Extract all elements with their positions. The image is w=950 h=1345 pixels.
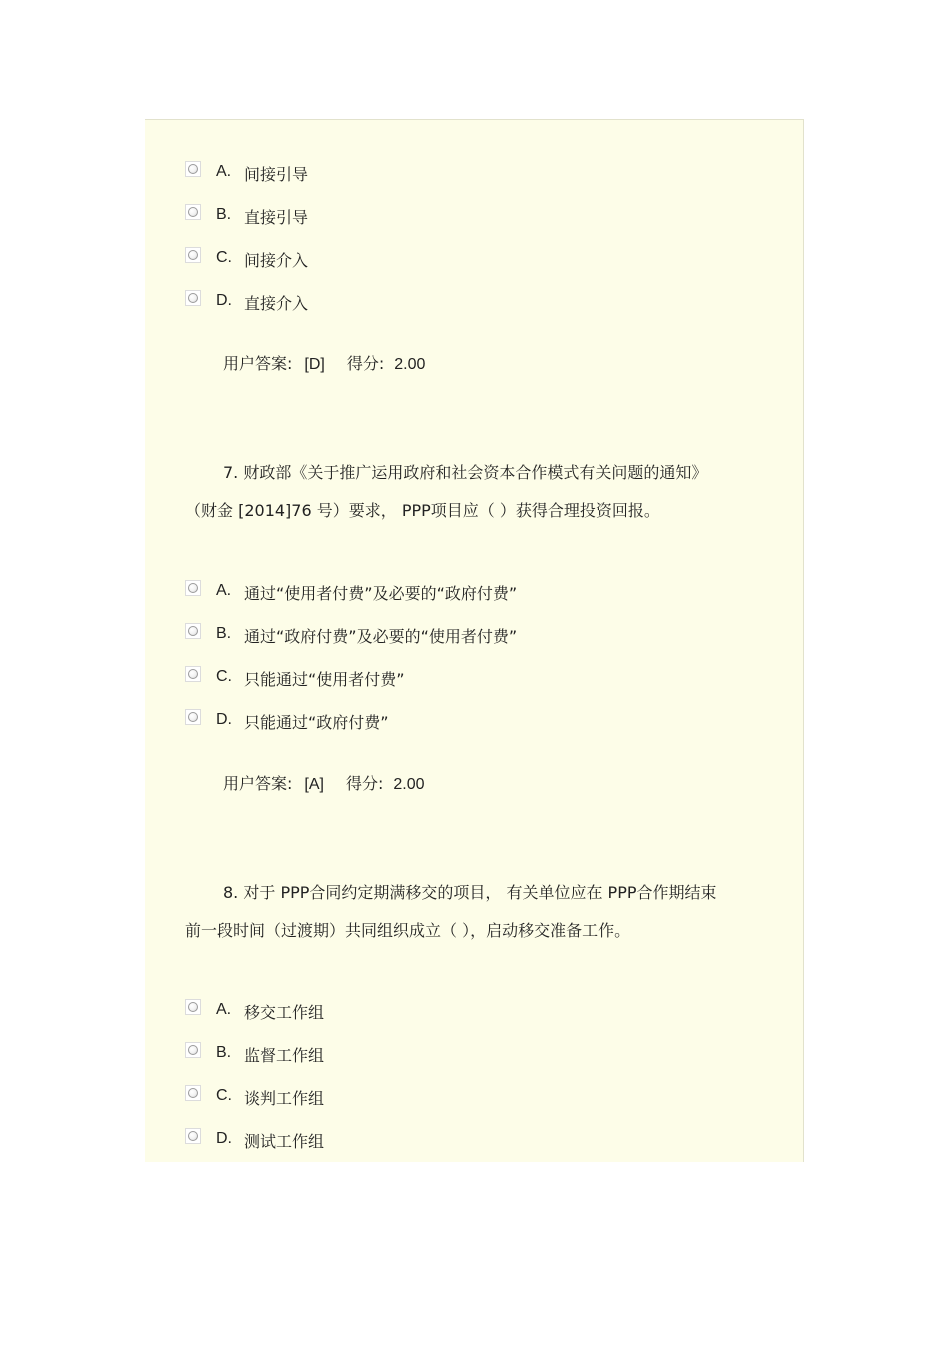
- radio-button-icon[interactable]: [185, 1042, 201, 1058]
- user-answer-label: 用户答案:: [223, 774, 293, 793]
- option-text: 直接引导: [244, 208, 309, 227]
- option-letter: A.: [216, 1001, 232, 1018]
- option-letter: B.: [216, 206, 232, 223]
- option-letter: D.: [216, 1130, 232, 1147]
- option-text: 直接介入: [244, 294, 309, 313]
- radio-button-icon[interactable]: [185, 709, 201, 725]
- option-text: 移交工作组: [244, 1003, 325, 1022]
- option-text: 只能通过“使用者付费”: [244, 670, 405, 689]
- option-text: 谈判工作组: [244, 1089, 325, 1108]
- q7-answer-line: [223, 771, 425, 794]
- option-letter: D.: [216, 711, 232, 728]
- question-line: 8. 对于 PPP合同约定期满移交的项目， 有关单位应在 PPP合作期结束: [223, 883, 717, 902]
- radio-button-icon[interactable]: [185, 580, 201, 596]
- radio-button-icon[interactable]: [185, 204, 201, 220]
- user-answer-value: [D]: [304, 356, 325, 373]
- option-letter: A.: [216, 163, 232, 180]
- option-letter: A.: [216, 582, 232, 599]
- q7-question-text: [185, 454, 795, 530]
- user-answer-value: [A]: [304, 776, 324, 793]
- option-letter: B.: [216, 625, 232, 642]
- score-label: 得分:: [345, 774, 384, 793]
- user-answer-label: 用户答案:: [223, 354, 293, 373]
- option-letter: C.: [216, 668, 232, 685]
- q6-answer-line: [223, 351, 425, 374]
- radio-button-icon[interactable]: [185, 999, 201, 1015]
- question-line: 7. 财政部《关于推广运用政府和社会资本合作模式有关问题的通知》: [223, 463, 708, 482]
- option-letter: B.: [216, 1044, 232, 1061]
- q8-question-text: [185, 874, 795, 950]
- option-text: 间接介入: [244, 251, 309, 270]
- option-text: 间接引导: [244, 165, 309, 184]
- option-text: 通过“政府付费”及必要的“使用者付费”: [244, 627, 518, 646]
- option-text: 通过“使用者付费”及必要的“政府付费”: [244, 584, 518, 603]
- radio-button-icon[interactable]: [185, 247, 201, 263]
- question-line: （财金 [2014]76 号）要求， PPP项目应（ ）获得合理投资回报。: [185, 501, 660, 520]
- exam-panel: [145, 119, 804, 1162]
- option-letter: C.: [216, 249, 232, 266]
- option-text: 测试工作组: [244, 1132, 325, 1151]
- radio-button-icon[interactable]: [185, 290, 201, 306]
- option-text: 监督工作组: [244, 1046, 325, 1065]
- score-value: 2.00: [393, 776, 425, 793]
- option-text: 只能通过“政府付费”: [244, 713, 389, 732]
- score-value: 2.00: [394, 356, 426, 373]
- radio-button-icon[interactable]: [185, 623, 201, 639]
- radio-button-icon[interactable]: [185, 1085, 201, 1101]
- radio-button-icon[interactable]: [185, 1128, 201, 1144]
- radio-button-icon[interactable]: [185, 666, 201, 682]
- score-label: 得分:: [346, 354, 385, 373]
- question-line: 前一段时间（过渡期）共同组织成立（ ），启动移交准备工作。: [185, 921, 631, 940]
- option-letter: C.: [216, 1087, 232, 1104]
- radio-button-icon[interactable]: [185, 161, 201, 177]
- option-letter: D.: [216, 292, 232, 309]
